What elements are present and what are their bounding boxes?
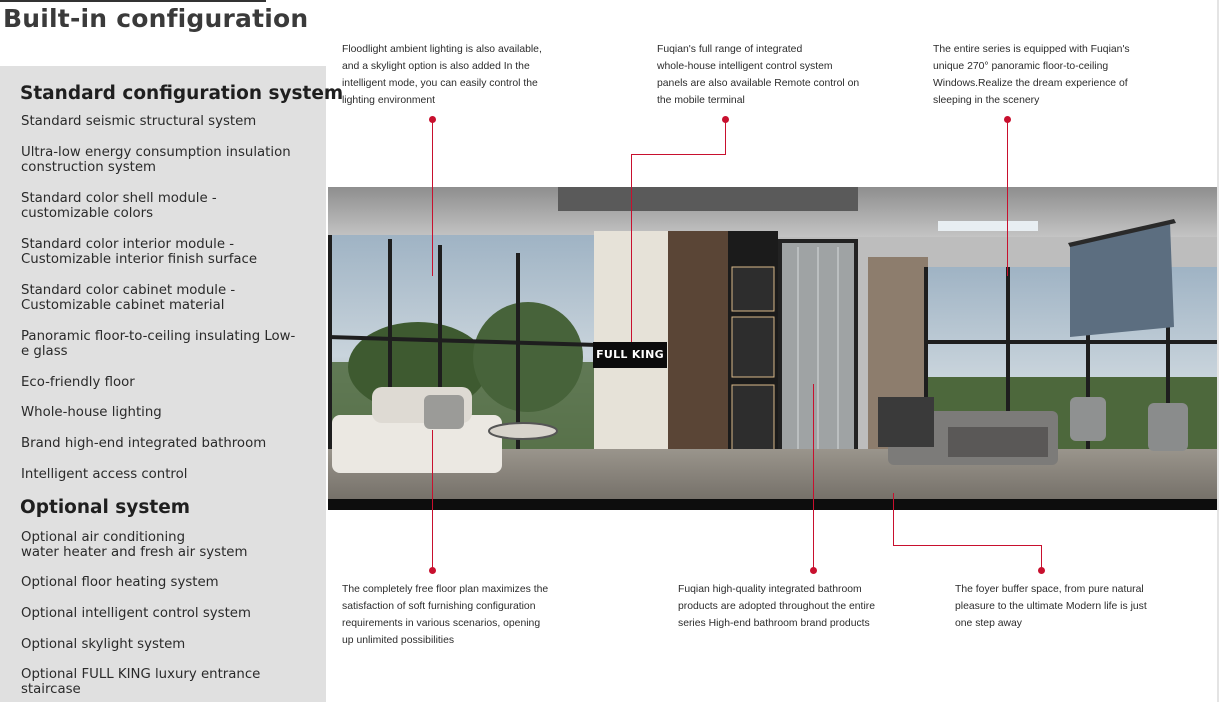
optional-item: Optional intelligent control system bbox=[21, 606, 251, 621]
standard-configuration-heading: Standard configuration system bbox=[20, 83, 344, 104]
callout-line bbox=[893, 545, 1042, 546]
annotation-bathroom: Fuqian high-quality integrated bathroom products are adopted throughout the entire series High-end bathroom brand products bbox=[678, 584, 875, 629]
callout-line bbox=[432, 120, 433, 276]
standard-item: Intelligent access control bbox=[21, 467, 188, 482]
interior-photo bbox=[328, 187, 1217, 510]
standard-item: Standard seismic structural system bbox=[21, 114, 257, 129]
standard-item: Brand high-end integrated bathroom bbox=[21, 436, 267, 451]
callout-dot bbox=[429, 567, 436, 574]
standard-item: Whole-house lighting bbox=[21, 405, 162, 420]
annotation-floor-plan: The completely free floor plan maximizes the satisfaction of soft furnishing configuration requirements in various scenarios, opening up unlimited possibilities bbox=[342, 584, 549, 646]
callout-dot bbox=[810, 567, 817, 574]
annotation-panoramic-windows: The entire series is equipped with Fuqian's unique 270° panoramic floor-to-ceiling Windows.Realize the dream experience of sleeping in the scenery bbox=[933, 44, 1130, 106]
optional-system-heading: Optional system bbox=[20, 497, 191, 518]
page-title: Built-in configuration bbox=[3, 4, 309, 33]
callout-dot bbox=[1038, 567, 1045, 574]
standard-item: Standard color interior module - Customizable interior finish surface bbox=[21, 237, 258, 267]
callout-line bbox=[631, 154, 632, 342]
callout-line bbox=[813, 384, 814, 570]
optional-item: Optional FULL KING luxury entrance staircase bbox=[21, 667, 261, 697]
standard-item: Eco-friendly floor bbox=[21, 375, 135, 390]
callout-line bbox=[432, 430, 433, 570]
standard-item: Standard color shell module - customizable colors bbox=[21, 191, 217, 221]
standard-item: Standard color cabinet module - Customizable cabinet material bbox=[21, 283, 236, 313]
standard-item: Panoramic floor-to-ceiling insulating Low- e glass bbox=[21, 329, 296, 359]
callout-line bbox=[893, 493, 894, 545]
brand-badge: FULL KING bbox=[593, 342, 667, 368]
annotation-intelligent-control: Fuqian's full range of integrated whole-house intelligent control system panels are also available Remote control on the mobile terminal bbox=[657, 44, 860, 106]
title-rule bbox=[0, 0, 266, 2]
callout-line bbox=[725, 120, 726, 154]
annotation-foyer: The foyer buffer space, from pure natural pleasure to the ultimate Modern life is just one step away bbox=[955, 584, 1147, 629]
optional-item: Optional floor heating system bbox=[21, 575, 219, 590]
callout-line bbox=[1007, 120, 1008, 276]
standard-item: Ultra-low energy consumption insulation construction system bbox=[21, 145, 291, 175]
optional-item: Optional skylight system bbox=[21, 637, 186, 652]
annotation-lighting: Floodlight ambient lighting is also available, and a skylight option is also added In the intelligent mode, you can easily control the lighting environment bbox=[342, 44, 542, 106]
callout-line bbox=[1041, 545, 1042, 569]
optional-item: Optional air conditioning water heater and fresh air system bbox=[21, 530, 248, 560]
callout-line bbox=[631, 154, 726, 155]
